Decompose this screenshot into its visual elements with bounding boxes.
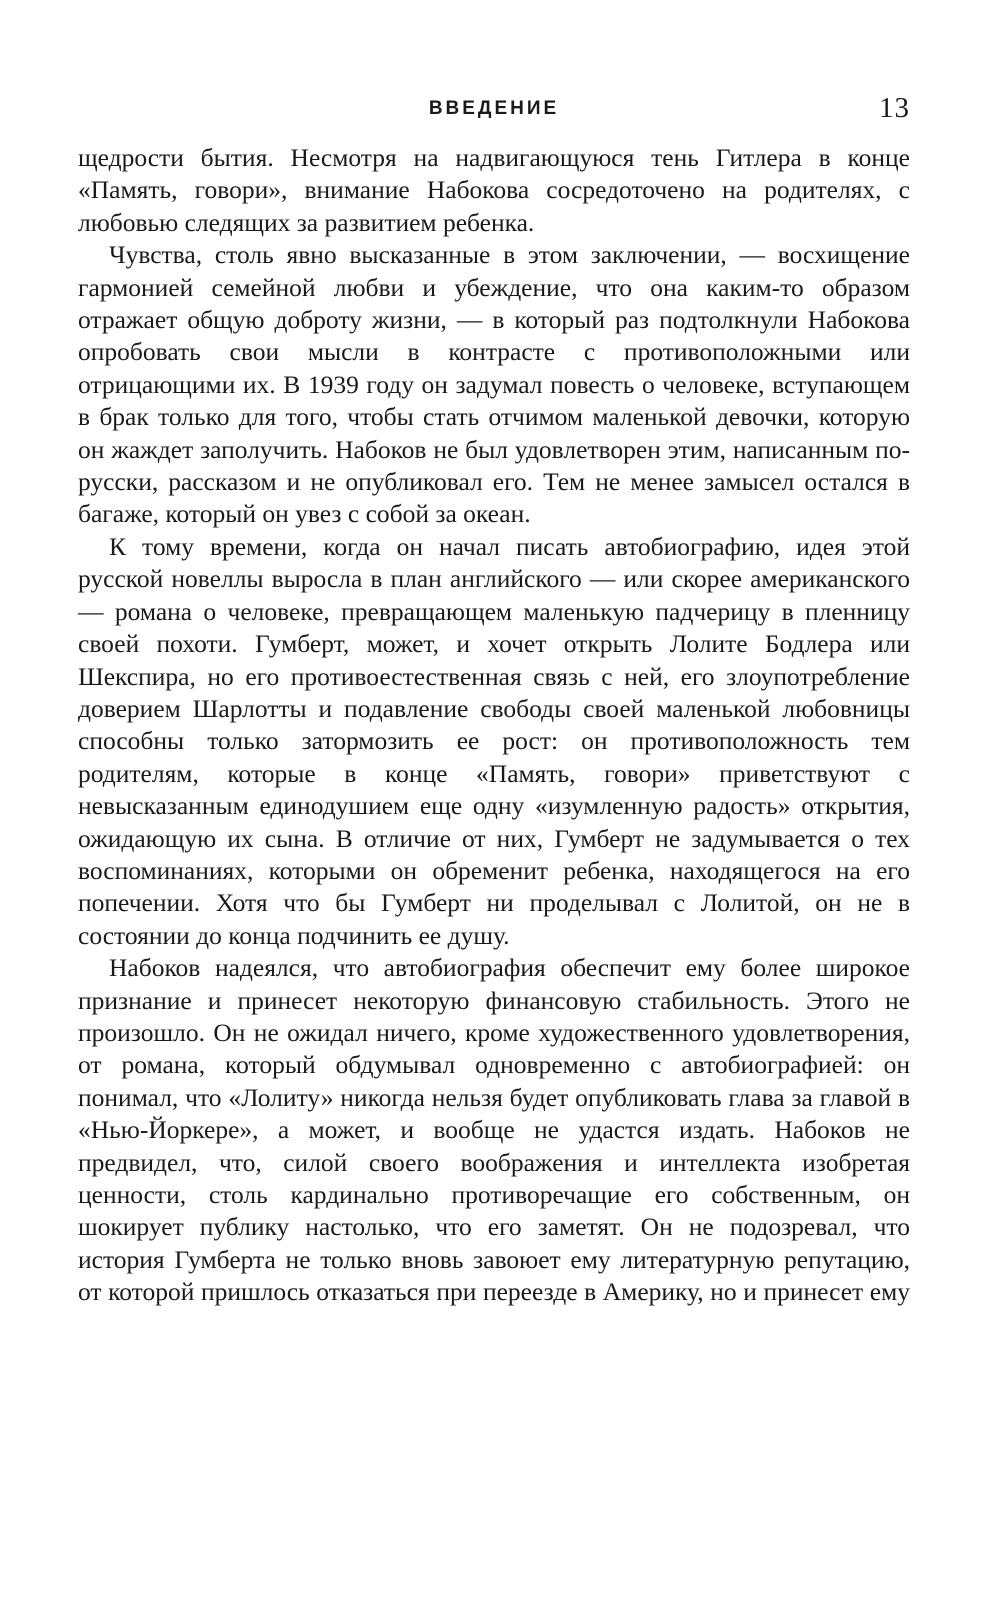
paragraph-2: Чувства, столь явно высказанные в этом заключении, — восхищение гармонией семейной любви и убеждение, что она каким-то образом отражает общую доброту жизни, — в который раз подтолкнули Набокова опробовать свои мысли в контрасте с противоположными или отрицающими их. В 1939 году он задумал повесть о человеке, вступающем в брак только для того, чтобы стать отчимом маленькой девочки, которую он жаждет заполучить. Набоков не был удовлетворен этим, написанным по-русски, рассказом и не опубликовал его. Тем не менее замысел остался в багаже, который он увез с собой за океан. — [78, 240, 910, 529]
paragraph-1: щедрости бытия. Несмотря на надвигающуюся тень Гитлера в конце «Память, говори», внимание Набокова сосредоточено на родителях, с любовью следящих за развитием ребенка. — [78, 143, 910, 237]
paragraph-3: К тому времени, когда он начал писать автобиографию, идея этой русской новеллы выросла в план английского — или скорее американского — романа о человеке, превращающем маленькую падчерицу в пленницу своей похоти. Гумберт, может, и хочет открыть Лолите Бодлера или Шекспира, но его противоестественная связь с ней, его злоупотребление доверием Шарлотты и подавление свободы своей маленькой любовницы способны только затормозить ее рост: он противоположность тем родителям, которые в конце «Память, говори» приветствуют с невысказанным единодушием еще одну «изумленную радость» открытия, ожидающую их сына. В отличие от них, Гумберт не задумывается о тех воспоминаниях, которыми он обременит ребенка, находящегося на его попечении. Хотя что бы Гумберт ни проделывал с Лолитой, он не в состоянии до конца подчинить ее душу. — [78, 531, 910, 950]
body-text — [78, 142, 910, 1309]
chapter-title: ВВЕДЕНИЕ — [428, 98, 560, 119]
page-number: 13 — [879, 92, 910, 124]
paragraph-4: Набоков надеялся, что автобиография обеспечит ему более широкое признание и принесет некоторую финансовую стабильность. Этого не произошло. Он не ожидал ничего, кроме художественного удовлетворения, от романа, который обдумывал одновременно с автобиографией: он понимал, что «Лолиту» никогда нельзя будет опубликовать глава за главой в «Нью-Йоркере», а может, и вообще не удастся издать. Набоков не предвидел, что, силой своего воображения и интеллекта изобретая ценности, столь кардинально противоречащие его собственным, он шокирует публику настолько, что его заметят. Он не подозревал, что история Гумберта не только вновь завоюет ему литературную репутацию, от которой пришлось отказаться при переезде в Америку, но и принесет ему — [78, 953, 910, 1307]
running-header — [78, 92, 910, 132]
